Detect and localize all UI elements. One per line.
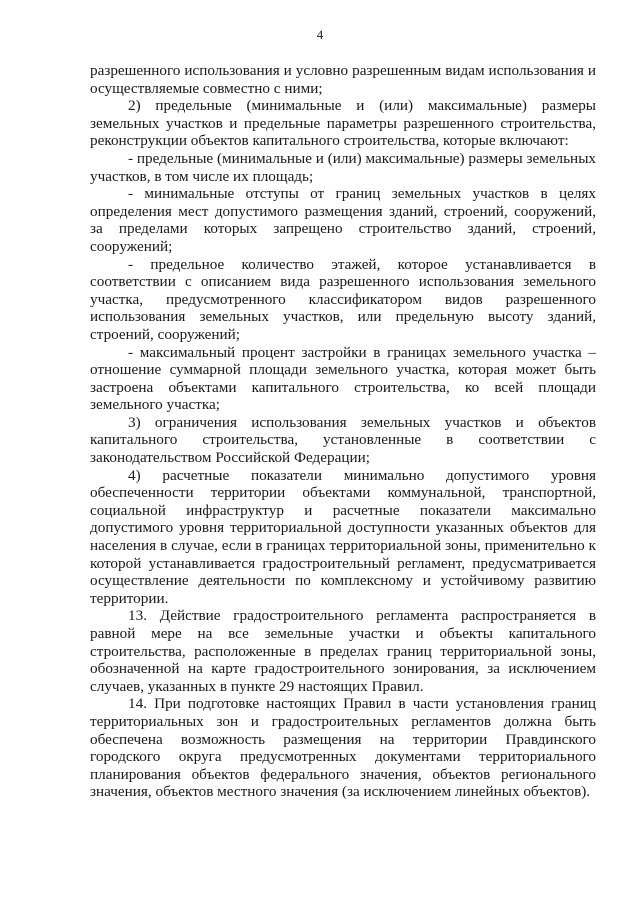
paragraph-section-13: 13. Действие градостроительного регламента распространяется в равной мере на все земельные участки и объекты капитального строительства, расположенные в пределах границ территориальной зоны, обозначенной на карте градостроительного зонирования, за исключением случаев, указанных в пункте 29 настоящих Правил. <box>90 607 596 695</box>
paragraph-sub-item-coverage: - максимальный процент застройки в границах земельного участка – отношение суммарной площади земельного участка, которая может быть застроена объектами капитального строительства, ко всей площади земельного участка; <box>90 343 596 414</box>
page-number: 4 <box>316 27 324 42</box>
paragraph-section-14: 14. При подготовке настоящих Правил в части установления границ территориальных зон и градостроительных регламентов должна быть обеспечена возможность размещения на территории Правдинского городского округа предусмотренных документами территориального планирования объектов федерального значения, объектов регионального значения, объектов местного значения (за исключением линейных объектов). <box>90 695 596 801</box>
paragraph-sub-item-setbacks: - минимальные отступы от границ земельных участков в целях определения мест допустимого размещения зданий, строений, сооружений, за пределами которых запрещено строительство зданий, строений, сооружений; <box>90 185 596 255</box>
paragraph-continuation: разрешенного использования и условно разрешенным видам использования и осуществляемые совместно с ними; <box>90 62 596 97</box>
paragraph-sub-item-sizes: - предельные (минимальные и (или) максимальные) размеры земельных участков, в том числе их площадь; <box>90 149 596 185</box>
paragraph-item-3: 3) ограничения использования земельных участков и объектов капитального строительства, установленные в соответствии с законодательством Российской Федерации; <box>90 413 596 467</box>
paragraph-sub-item-floors: - предельное количество этажей, которое устанавливается в соответствии с описанием вида разрешенного использования земельного участка, предусмотренного классификатором видов разрешенного использования земельных участков, или предельную высоту зданий, строений, сооружений; <box>90 255 596 343</box>
paragraph-item-2: 2) предельные (минимальные и (или) максимальные) размеры земельных участков и предельные параметры разрешенного строительства, реконструкции объектов капитального строительства, которые включают: <box>90 97 596 150</box>
paragraph-item-4: 4) расчетные показатели минимально допустимого уровня обеспеченности территории объектами коммунальной, транспортной, социальной инфраструктур и расчетные показатели максимально допустимого уровня территориальной доступности указанных объектов для населения в случае, если в границах территориальной зоны, применительно к которой устанавливается градостроительный регламент, предусматривается осуществление деятельности по комплексному и устойчивому развитию территории. <box>90 466 596 607</box>
document-body <box>90 62 596 801</box>
